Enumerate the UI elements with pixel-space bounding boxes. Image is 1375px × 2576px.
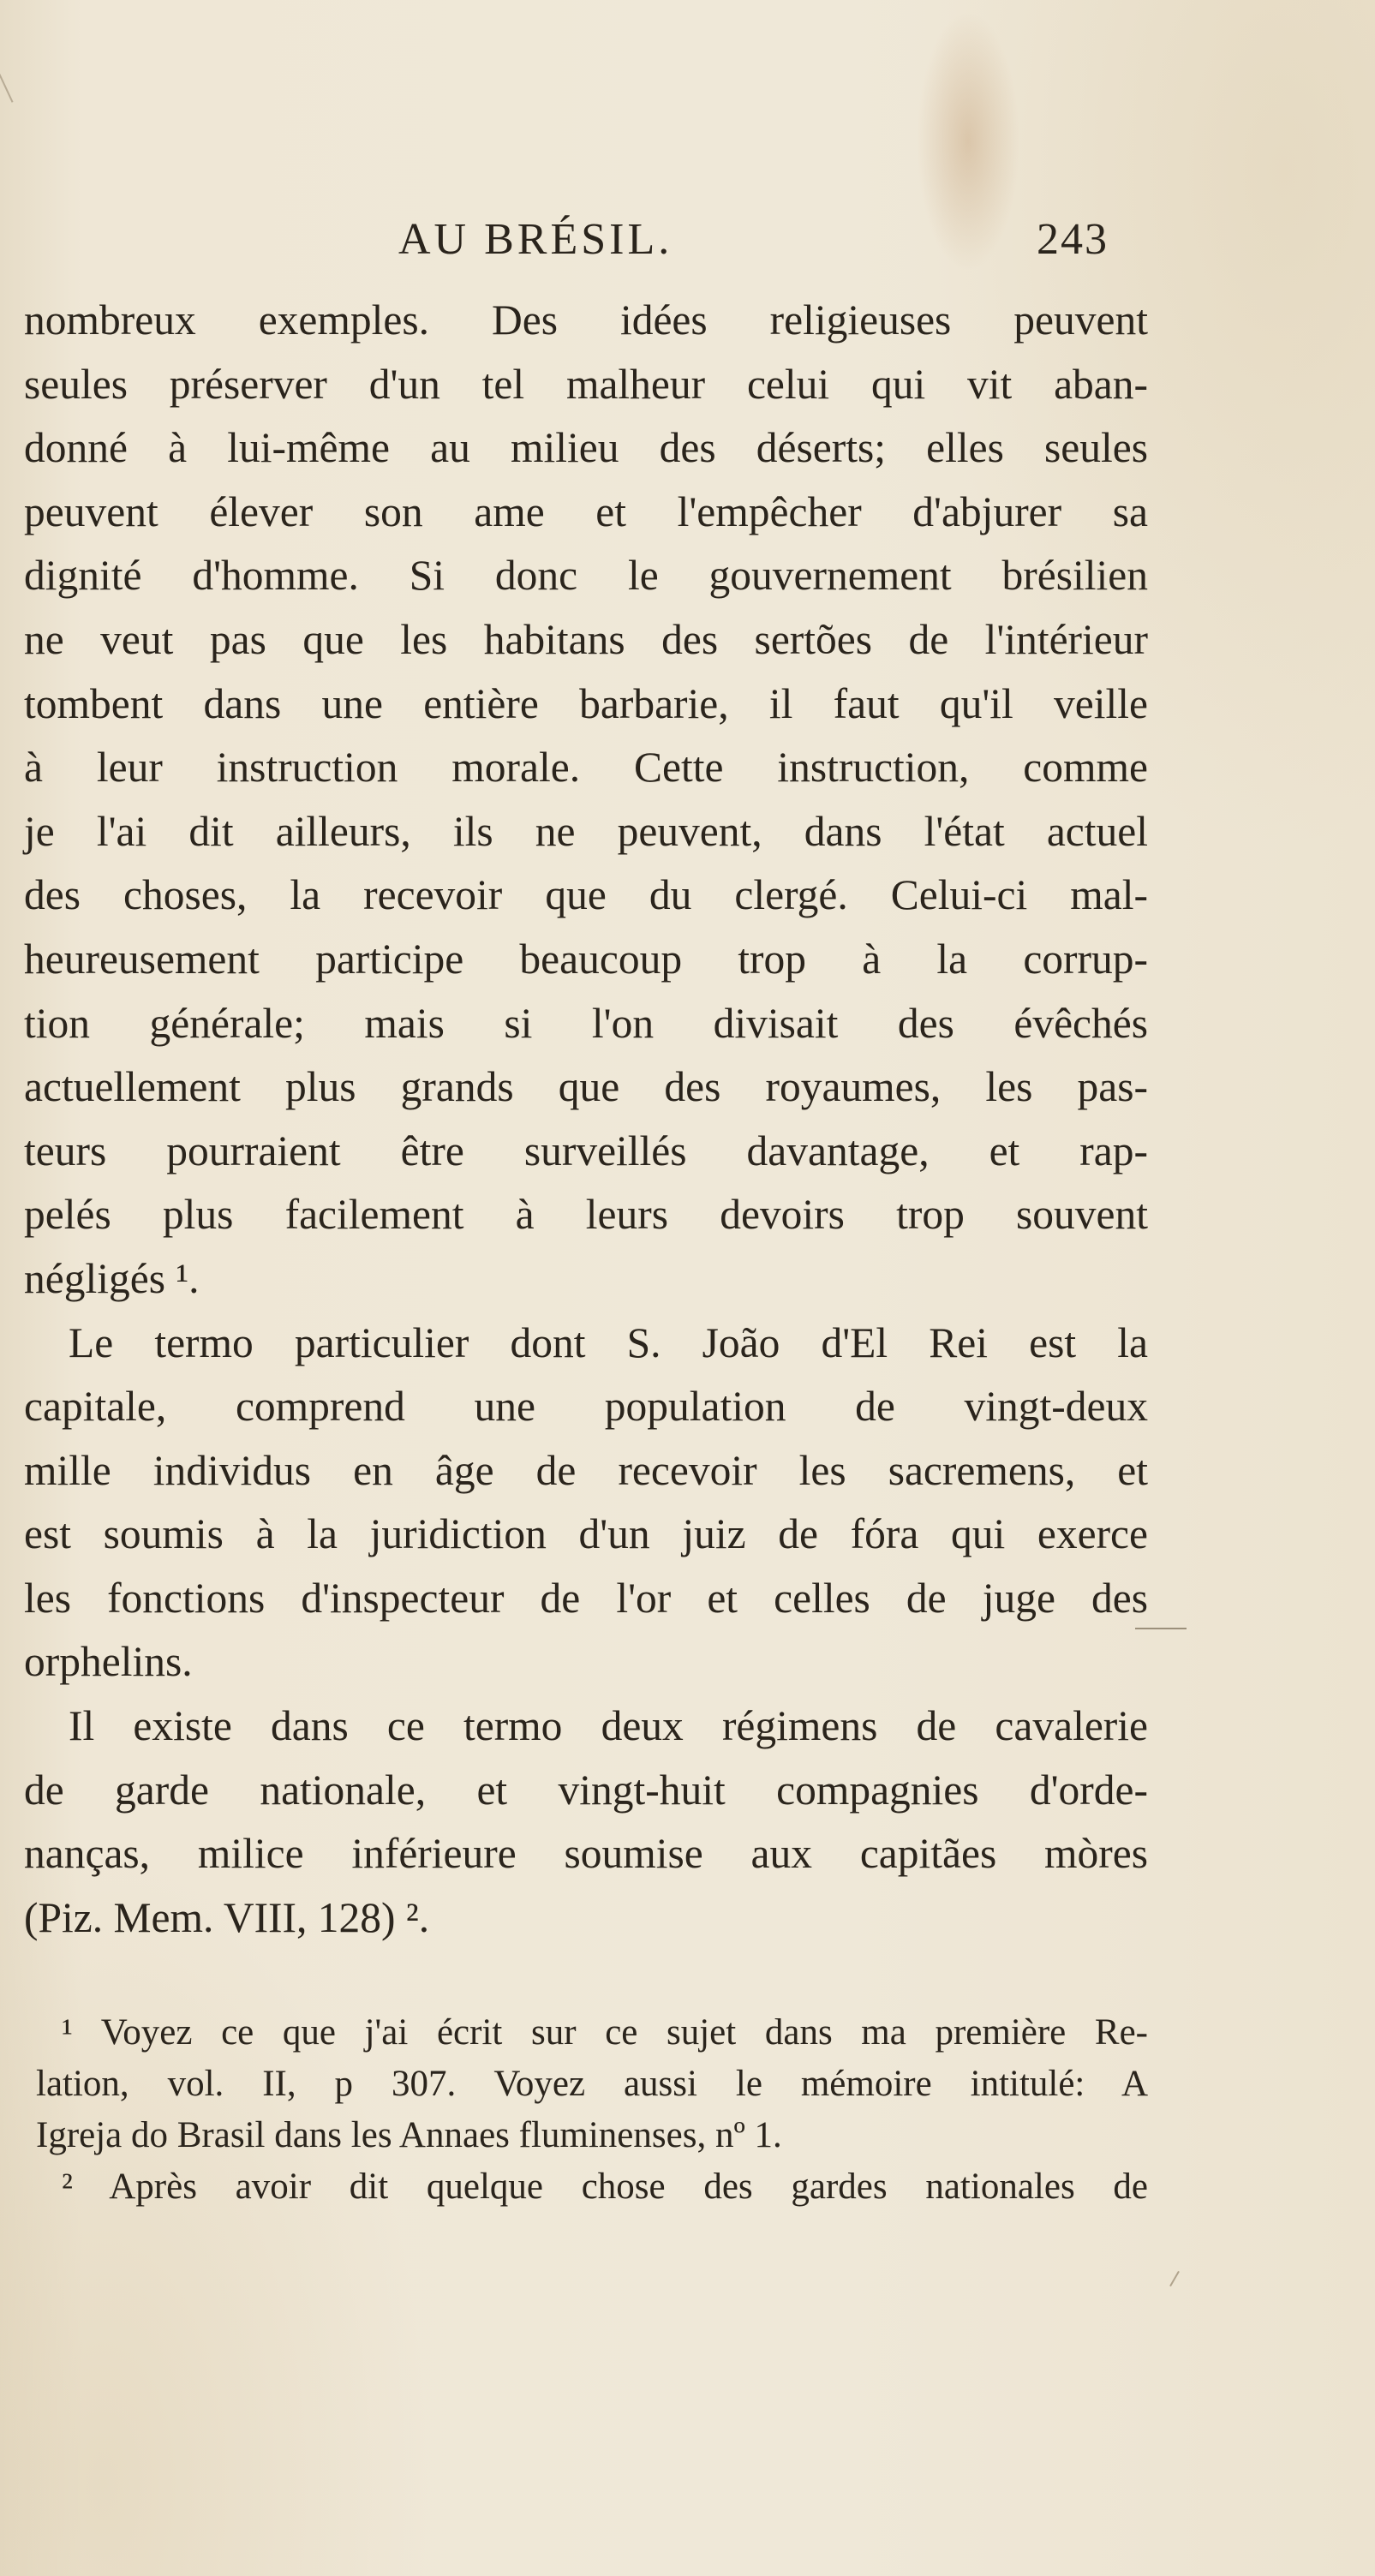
main-text bbox=[24, 289, 1148, 1950]
paper-mark bbox=[1169, 2271, 1180, 2286]
footnote-line: ² Après avoir dit quelque chose des gardes nationales de bbox=[62, 2167, 1148, 2207]
footnote-line: Igreja do Brasil dans les Annaes fluminenses, nº 1. bbox=[36, 2115, 782, 2155]
text-line: tion générale; mais si l'on divisait des évêchés bbox=[24, 999, 1148, 1047]
footnote-line: ¹ Voyez ce que j'ai écrit sur ce sujet dans ma première Re- bbox=[62, 2012, 1148, 2053]
text-line: Il existe dans ce termo deux régimens de cavalerie bbox=[69, 1702, 1148, 1750]
text-line: des choses, la recevoir que du clergé. Celui-ci mal- bbox=[24, 871, 1148, 919]
text-line: nombreux exemples. Des idées religieuses peuvent bbox=[24, 296, 1148, 344]
text-line: donné à lui-même au milieu des déserts; elles seules bbox=[24, 424, 1148, 472]
text-line: dignité d'homme. Si donc le gouvernement brésilien bbox=[24, 552, 1148, 600]
text-line: (Piz. Mem. VIII, 128) ². bbox=[24, 1893, 430, 1941]
page-header bbox=[0, 214, 1375, 283]
text-line: Le termo particulier dont S. João d'El Rei est la bbox=[69, 1318, 1148, 1366]
running-title: AU BRÉSIL. bbox=[398, 215, 673, 264]
text-line: pelés plus facilement à leurs devoirs trop souvent bbox=[24, 1191, 1148, 1239]
text-line: je l'ai dit ailleurs, ils ne peuvent, dans l'état actuel bbox=[24, 807, 1148, 855]
text-line: les fonctions d'inspecteur de l'or et celles de juge des bbox=[24, 1574, 1148, 1622]
text-line: mille individus en âge de recevoir les sacremens, et bbox=[24, 1446, 1148, 1494]
paper-mark bbox=[1135, 1628, 1187, 1629]
footnote-line: lation, vol. II, p 307. Voyez aussi le mémoire intitulé: A bbox=[36, 2064, 1148, 2104]
text-line: heureusement participe beaucoup trop à la corrup- bbox=[24, 935, 1148, 983]
text-line: tombent dans une entière barbarie, il faut qu'il veille bbox=[24, 679, 1148, 727]
text-line: peuvent élever son ame et l'empêcher d'abjurer sa bbox=[24, 487, 1148, 535]
paper-mark bbox=[0, 74, 14, 102]
text-line: nanças, milice inférieure soumise aux capitães mòres bbox=[24, 1830, 1148, 1878]
text-line: seules préserver d'un tel malheur celui qui vit aban- bbox=[24, 360, 1148, 408]
text-line: ne veut pas que les habitans des sertões de l'intérieur bbox=[24, 615, 1148, 663]
page-number: 243 bbox=[1037, 215, 1109, 264]
text-line: teurs pourraient être surveillés davantage, et rap- bbox=[24, 1127, 1148, 1174]
text-line: capitale, comprend une population de vingt-deux bbox=[24, 1383, 1148, 1431]
text-line: négligés ¹. bbox=[24, 1254, 200, 1302]
text-line: à leur instruction morale. Cette instruction, comme bbox=[24, 744, 1148, 792]
footnotes bbox=[36, 2007, 1148, 2213]
text-line: de garde nationale, et vingt-huit compagnies d'orde- bbox=[24, 1766, 1148, 1814]
text-line: orphelins. bbox=[24, 1638, 193, 1686]
text-line: actuellement plus grands que des royaumes, les pas- bbox=[24, 1063, 1148, 1111]
text-line: est soumis à la juridiction d'un juiz de fóra qui exerce bbox=[24, 1510, 1148, 1558]
